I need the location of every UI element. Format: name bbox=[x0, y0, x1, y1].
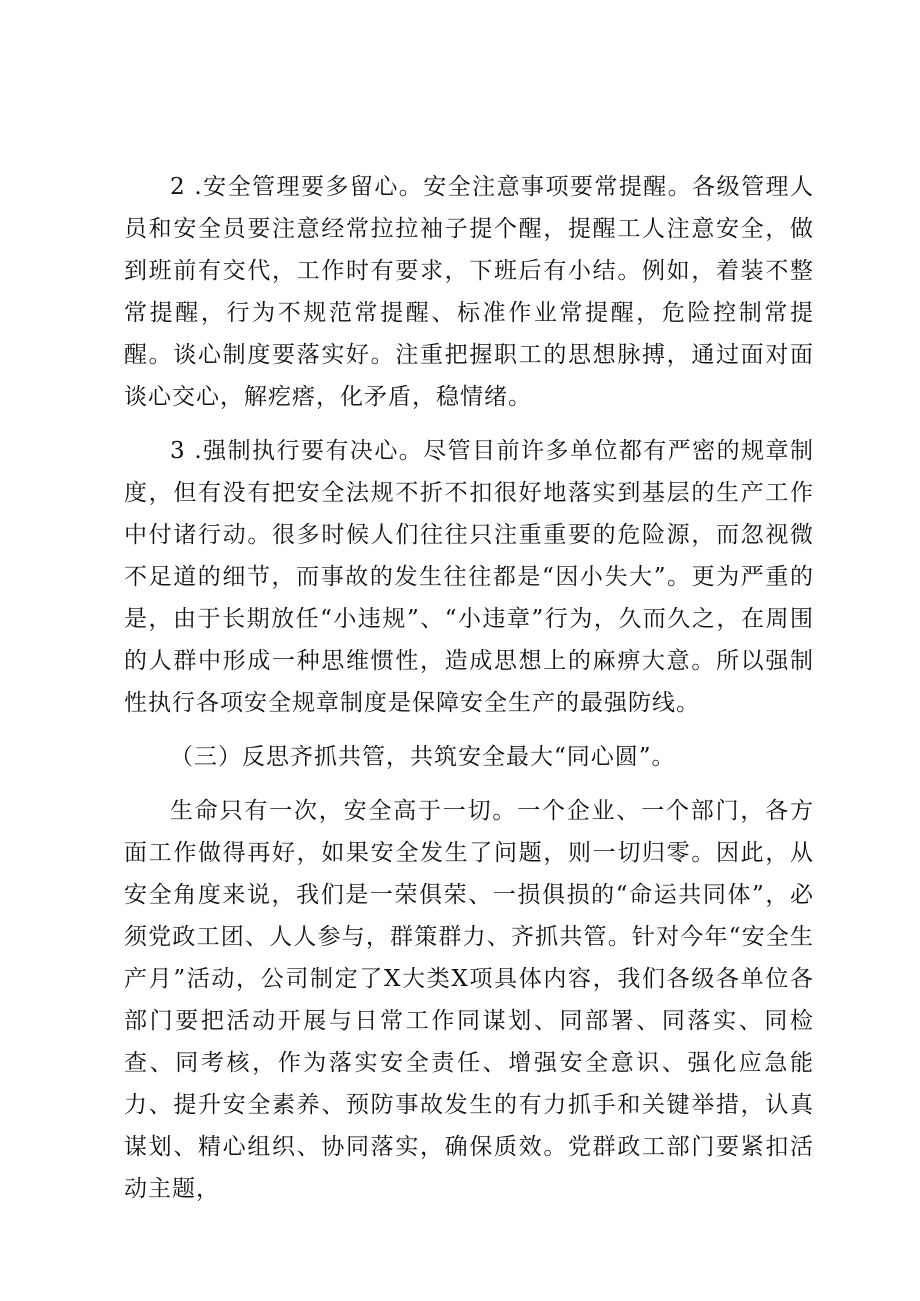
paragraph-safety-management: 2 .安全管理要多留心。安全注意事项要常提醒。各级管理人员和安全员要注意经常拉拉袖子提个醒，提醒工人注意安全，做到班前有交代，工作时有要求，下班后有小结。例如，着装不整常提醒，行为不规范常提醒、标准作业常提醒，危险控制常提醒。谈心制度要落实好。注重把握职工的思想脉搏，通过面对面谈心交心，解疙瘩，化矛盾，稳情绪。 bbox=[124, 174, 814, 410]
section-heading: （三）反思齐抓共管，共筑安全最大“同心圆”。 bbox=[170, 744, 676, 770]
document-body bbox=[124, 166, 814, 1222]
paragraph-enforcement: 3 .强制执行要有决心。尽管目前许多单位都有严密的规章制度，但有没有把安全法规不折不扣很好地落实到基层的生产工作中付诸行动。很多时候人们往往只注重重要的危险源，而忽视微不足道的细节，而事故的发生往往都是“因小失大”。更为严重的是，由于长期放任“小违规”、“小违章”行为，久而久之，在周围的人群中形成一种思维惯性，造成思想上的麻痹大意。所以强制性执行各项安全规章制度是保障安全生产的最强防线。 bbox=[124, 438, 814, 716]
paragraph-joint-management: 生命只有一次，安全高于一切。一个企业、一个部门，各方面工作做得再好，如果安全发生了问题，则一切归零。因此，从安全角度来说，我们是一荣俱荣、一损俱损的“命运共同体”，必须党政工团、人人参与，群策群力、齐抓共管。针对今年“安全生产月”活动，公司制定了X大类X项具体内容，我们各级各单位各部门要把活动开展与日常工作同谋划、同部署、同落实、同检查、同考核，作为落实安全责任、增强安全意识、强化应急能力、提升安全素养、预防事故发生的有力抓手和关键举措，认真谋划、精心组织、协同落实，确保质效。党群政工部门要紧扣活动主题， bbox=[124, 798, 814, 1202]
